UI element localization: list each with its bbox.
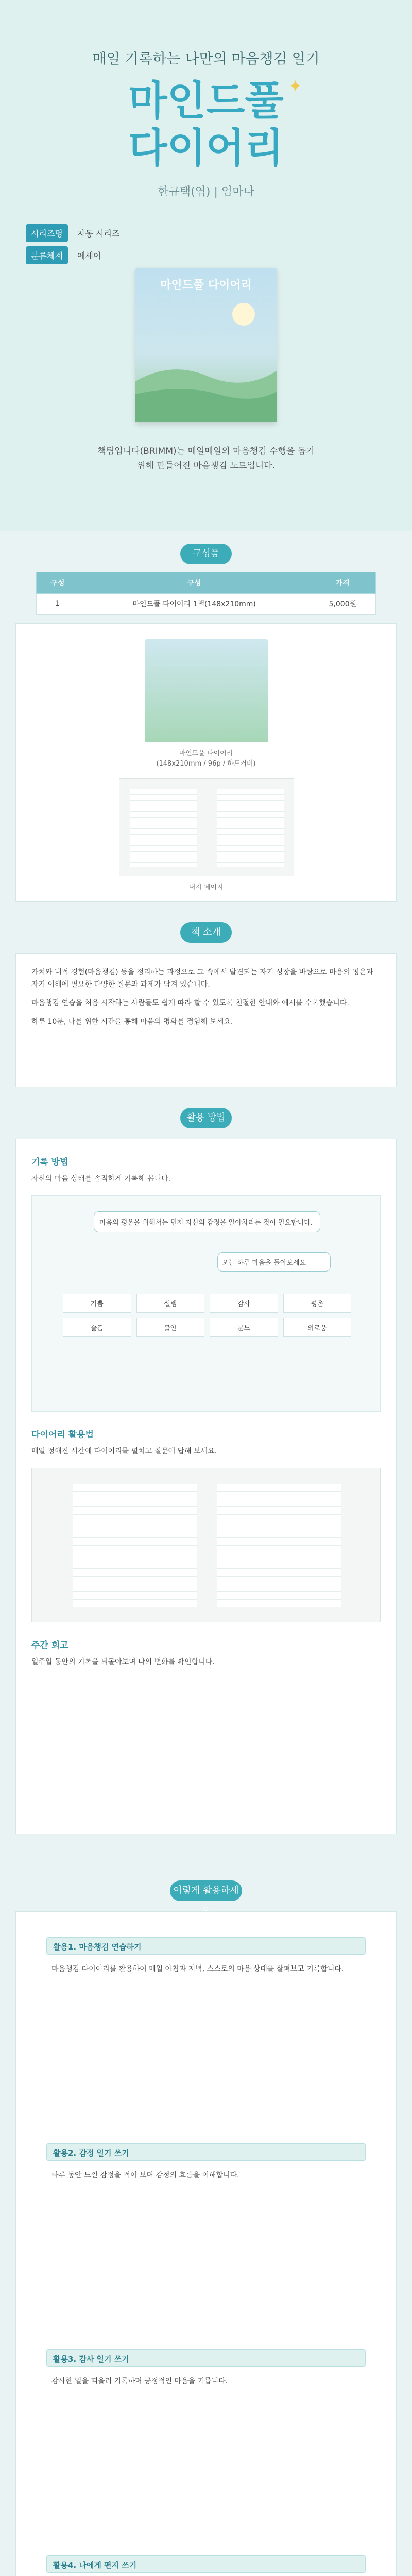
book-intro-card [15, 953, 397, 1087]
table-cell: 5,000원 [310, 594, 375, 615]
hero-section [0, 0, 412, 531]
table-row [37, 594, 376, 615]
composition-header-row [37, 572, 376, 594]
emotion-word: 슬픔 [63, 1318, 131, 1337]
composition-header: 가격 [310, 572, 375, 594]
hero-title-line2: 다이어리 [128, 125, 284, 172]
book-intro-paragraph2: 마음챙김 연습을 처음 시작하는 사람들도 쉽게 따라 할 수 있도록 친절한 안내와 예시를 수록했습니다. [31, 999, 349, 1007]
feature-sub1: 기록 방법 [31, 1157, 68, 1167]
emotion-word: 평온 [283, 1294, 352, 1313]
usage-tag: 이렇게 활용하세 [170, 1880, 242, 1901]
feature-sub2: 다이어리 활용법 [31, 1430, 94, 1440]
butterfly-icon: ✦ [288, 76, 302, 96]
emotion-word: 기쁨 [63, 1294, 131, 1313]
hero-subtitle: 매일 기록하는 나만의 마음챙김 일기 [92, 50, 320, 67]
category-badge: 분류체계 [26, 246, 68, 264]
book-intro-paragraph1: 가치와 내적 경험(마음챙김) 등을 정리하는 과정으로 그 속에서 발견되는 자기 성장을 바탕으로 마음의 평온과 자기 이해에 필요한 다양한 질문과 과제가 담겨 있습니다. [31, 968, 373, 989]
composition-header: 구성 [79, 572, 310, 594]
emotion-word: 분노 [210, 1318, 278, 1337]
cover-title: 마인드풀 다이어리 [160, 279, 252, 292]
table-cell: 마인드풀 다이어리 1책(148x210mm) [79, 594, 310, 615]
book-intro-paragraph3: 하루 10분, 나를 위한 시간을 통해 마음의 평화를 경험해 보세요. [31, 1018, 233, 1026]
diary-photo [145, 639, 268, 742]
speech-bubble: 마음의 평온을 위해서는 먼저 자신의 감정을 알아차리는 것이 필요합니다. [94, 1211, 320, 1232]
emotion-word: 설렘 [136, 1294, 205, 1313]
speech-bubble: 오늘 하루 마음을 돌아보세요 [217, 1252, 331, 1272]
cover-illustration [135, 268, 277, 422]
diary-caption-2: (148x210mm / 96p / 하드커버) [156, 760, 256, 768]
feature-sub3-text: 일주일 동안의 기록을 되돌아보며 나의 변화를 확인합니다. [31, 1658, 215, 1666]
features-card [15, 1139, 397, 1834]
hero-author: 한규택(엮) | 엄마나 [158, 185, 254, 198]
usage-text-1: 마음챙김 다이어리를 활용하여 매일 아침과 저녁, 스스로의 마음 상태를 살펴보고 기록합니다. [52, 1965, 344, 1973]
emotion-word: 외로움 [283, 1318, 352, 1337]
usage-text-2: 하루 동안 느낀 감정을 적어 보며 감정의 흐름을 이해합니다. [52, 2171, 239, 2179]
usage-text-3: 감사한 일을 떠올려 기록하며 긍정적인 마음을 기릅니다. [52, 2377, 228, 2385]
feature-sub2-text: 매일 정해진 시간에 다이어리를 펼치고 질문에 답해 보세요. [31, 1447, 217, 1455]
book-intro-tag: 책 소개 [180, 922, 232, 943]
book-cover-image [135, 268, 277, 422]
hero-title [0, 77, 412, 172]
features-tag: 활용 방법 [180, 1108, 232, 1128]
feature-sub1-text: 자신의 마음 상태를 솔직하게 기록해 봅니다. [31, 1175, 171, 1183]
emotion-word: 불안 [136, 1318, 205, 1337]
table-cell: 1 [37, 594, 79, 615]
series-badge: 시리즈명 [26, 224, 68, 242]
series-value: 자동 시리즈 [77, 229, 120, 239]
diary-caption-1: 마인드풀 다이어리 [179, 750, 233, 757]
hero-title-line1: 마인드풀 [128, 78, 284, 124]
hero-description-line2: 위해 만들어진 마음챙김 노트입니다. [137, 461, 275, 471]
hero-description-line1: 책팀입니다(BRIMM)는 매일매일의 마음챙김 수행을 돕기 [97, 446, 315, 456]
usage-strip-3: 활용3. 감사 일기 쓰기 [46, 2349, 366, 2367]
emotion-word-list [63, 1294, 351, 1337]
inner-page-photo [119, 778, 294, 876]
usage-strip-4: 활용4. 나에게 편지 쓰기 [46, 2555, 366, 2573]
diary-spread-image [31, 1468, 381, 1622]
hero-description [0, 444, 412, 473]
composition-images-card [15, 623, 397, 902]
composition-header: 구성 [37, 572, 79, 594]
composition-table [36, 572, 376, 615]
inner-page-caption: 내지 페이지 [188, 884, 224, 891]
composition-tag: 구성품 [180, 544, 232, 564]
emotion-word: 감사 [210, 1294, 278, 1313]
usage-strip-2: 활용2. 감정 일기 쓰기 [46, 2143, 366, 2161]
usage-card [15, 1911, 397, 2576]
category-value: 에세이 [77, 251, 101, 261]
feature-diagram [31, 1195, 381, 1412]
feature-sub3: 주간 회고 [31, 1640, 68, 1651]
usage-strip-1: 활용1. 마음챙김 연습하기 [46, 1937, 366, 1955]
